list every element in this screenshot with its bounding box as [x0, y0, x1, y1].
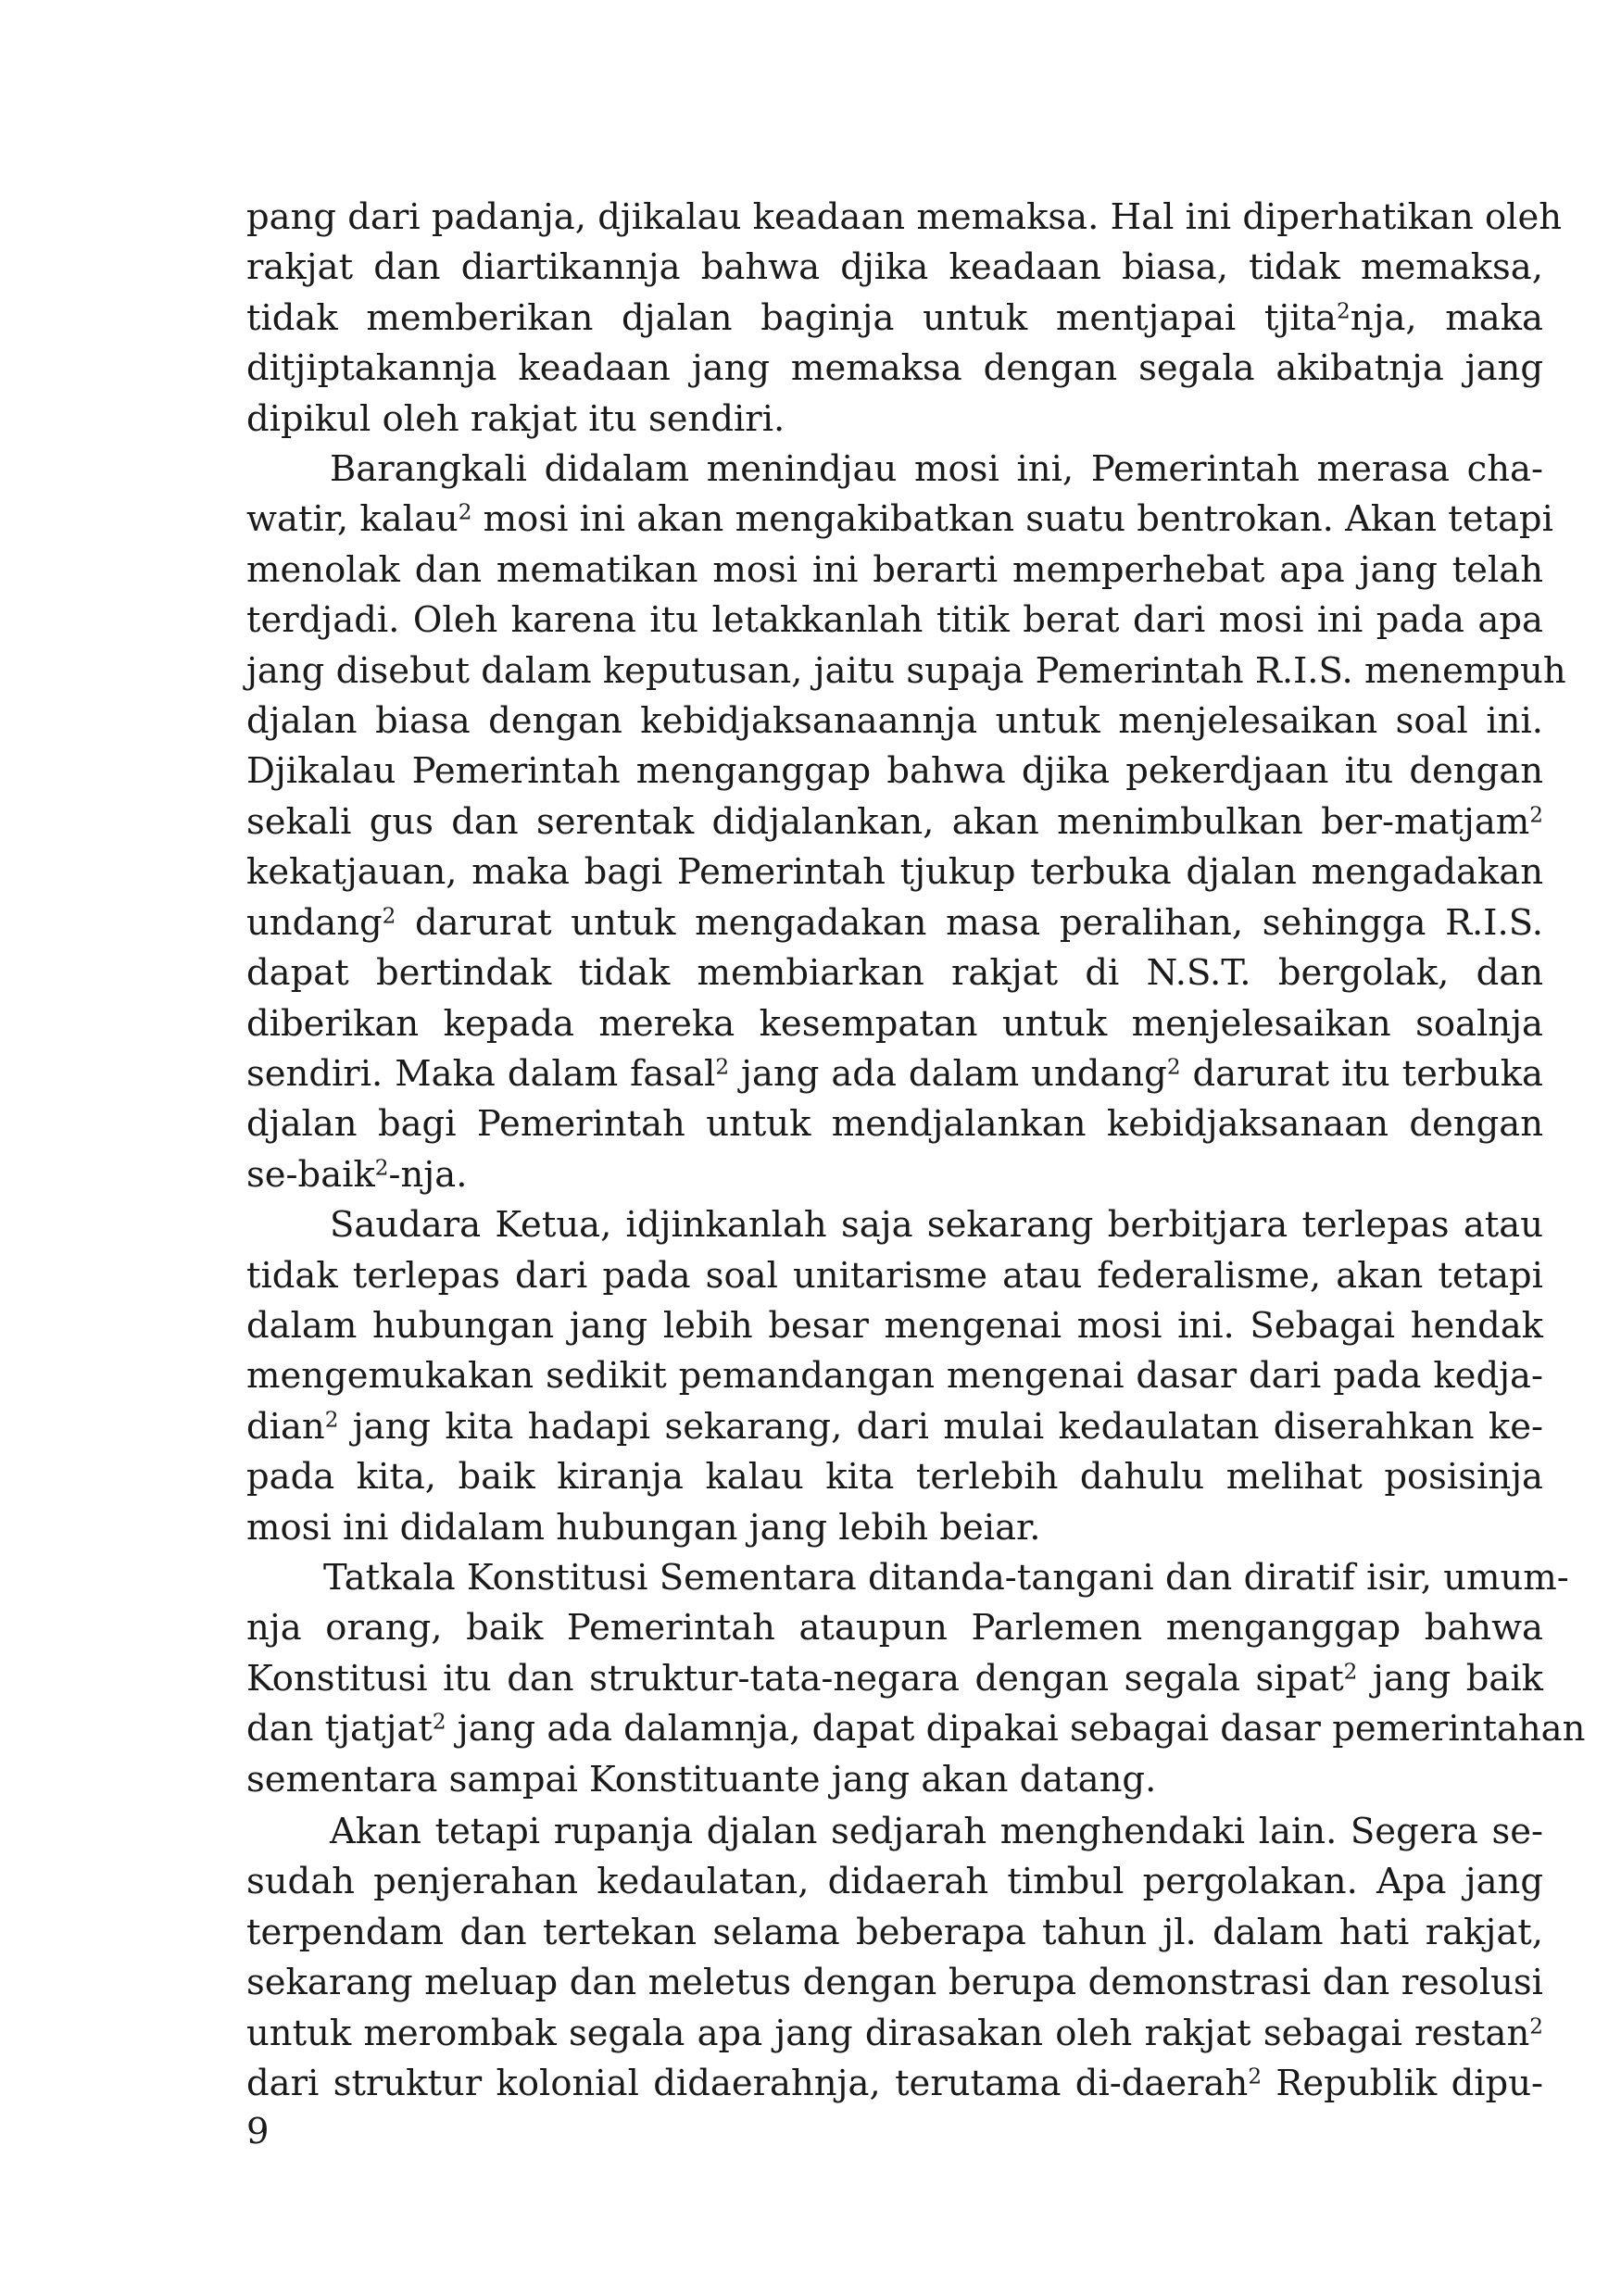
- text-line: dapat bertindak tidak membiarkan rakjat di N.S.T. bergolak, dan: [246, 952, 1543, 995]
- text-line: terpendam dan tertekan selama beberapa tahun jl. dalam hati rakjat,: [246, 1911, 1543, 1953]
- text-line: undang$^2$ darurat untuk mengadakan masa peralihan, sehingga R.I.S.: [246, 901, 1543, 944]
- text-line: dalam hubungan jang lebih besar mengenai mosi ini. Sebagai hendak: [246, 1304, 1543, 1347]
- paragraph: [246, 1807, 1543, 2109]
- text-line: dian$^2$ jang kita hadapi sekarang, dari mulai kedaulatan diserahkan ke-: [246, 1405, 1543, 1448]
- text-line: terdjadi. Oleh karena itu letakkanlah titik berat dari mosi ini pada apa: [246, 599, 1543, 642]
- text-line: tidak terlepas dari pada soal unitarisme atau federalisme, akan tetapi: [246, 1254, 1543, 1297]
- paragraph: [246, 445, 1566, 1200]
- text-line: nja orang, baik Pemerintah ataupun Parlemen menganggap bahwa: [246, 1607, 1543, 1650]
- paragraph: [246, 1553, 1586, 1805]
- text-line: mengemukakan sedikit pemandangan mengenai dasar dari pada kedja-: [246, 1355, 1543, 1398]
- text-line: Tatkala Konstitusi Sementara ditanda-tangani dan diratif isir, umum-: [323, 1556, 1569, 1599]
- text-line: dari struktur kolonial didaerahnja, terutama di-daerah$^2$ Republik dipu-: [246, 2063, 1544, 2105]
- text-line: dipikul oleh rakjat itu sendiri.: [246, 397, 785, 440]
- text-line: mosi ini didalam hubungan jang lebih beiar.: [246, 1506, 1041, 1549]
- text-line: sementara sampai Konstituante jang akan datang.: [246, 1758, 1157, 1800]
- text-line: untuk merombak segala apa jang dirasakan oleh rakjat sebagai restan$^2$: [246, 2012, 1543, 2054]
- text-line: se-baik$^2$-nja.: [246, 1153, 468, 1196]
- text-line: jang disebut dalam keputusan, jaitu supaja Pemerintah R.I.S. menempuh: [246, 649, 1566, 692]
- page-body: [246, 193, 1586, 2109]
- text-line: rakjat dan diartikannja bahwa djika keadaan biasa, tidak memaksa,: [246, 246, 1543, 289]
- text-line: diberikan kepada mereka kesempatan untuk menjelesaikan soalnja: [246, 1002, 1543, 1045]
- text-line: watir, kalau$^2$ mosi ini akan mengakibatkan suatu bentrokan. Akan tetapi: [246, 498, 1553, 541]
- text-line: tidak memberikan djalan baginja untuk mentjapai tjita$^2$nja, maka: [246, 296, 1544, 339]
- text-line: sekarang meluap dan meletus dengan berupa demonstrasi dan resolusi: [246, 1962, 1543, 2004]
- text-line: pada kita, baik kiranja kalau kita terlebih dahulu melihat posisinja: [246, 1456, 1543, 1499]
- text-line: djalan bagi Pemerintah untuk mendjalankan kebidjaksanaan dengan: [246, 1103, 1543, 1146]
- page-number: 9: [246, 2111, 270, 2152]
- text-line: sudah penjerahan kedaulatan, didaerah timbul pergolakan. Apa jang: [246, 1861, 1543, 1903]
- text-line: Akan tetapi rupanja djalan sedjarah menghendaki lain. Segera se-: [330, 1811, 1543, 1852]
- text-line: ditjiptakannja keadaan jang memaksa dengan segala akibatnja jang: [246, 347, 1543, 390]
- text-line: Djikalau Pemerintah menganggap bahwa djika pekerdjaan itu dengan: [246, 750, 1543, 793]
- text-line: sekali gus dan serentak didjalankan, akan menimbulkan ber-matjam$^2$: [246, 800, 1543, 843]
- text-line: sendiri. Maka dalam fasal$^2$ jang ada dalam undang$^2$ darurat itu terbuka: [246, 1052, 1543, 1095]
- text-line: Konstitusi itu dan struktur-tata-negara dengan segala sipat$^2$ jang baik: [246, 1657, 1543, 1700]
- text-line: dan tjatjat$^2$ jang ada dalamnja, dapat dipakai sebagai dasar pemerintahan: [246, 1708, 1586, 1750]
- paragraph: [246, 1200, 1543, 1553]
- text-line: kekatjauan, maka bagi Pemerintah tjukup terbuka djalan mengadakan: [246, 851, 1543, 894]
- paragraph: [246, 193, 1563, 445]
- text-line: Saudara Ketua, idjinkanlah saja sekarang berbitjara terlepas atau: [330, 1204, 1543, 1247]
- text-line: Barangkali didalam menindjau mosi ini, Pemerintah merasa cha-: [330, 448, 1543, 491]
- text-line: djalan biasa dengan kebidjaksanaannja untuk menjelesaikan soal ini.: [246, 700, 1543, 743]
- text-line: pang dari padanja, djikalau keadaan memaksa. Hal ini diperhatikan oleh: [246, 196, 1563, 238]
- text-line: menolak dan mematikan mosi ini berarti memperhebat apa jang telah: [246, 548, 1543, 591]
